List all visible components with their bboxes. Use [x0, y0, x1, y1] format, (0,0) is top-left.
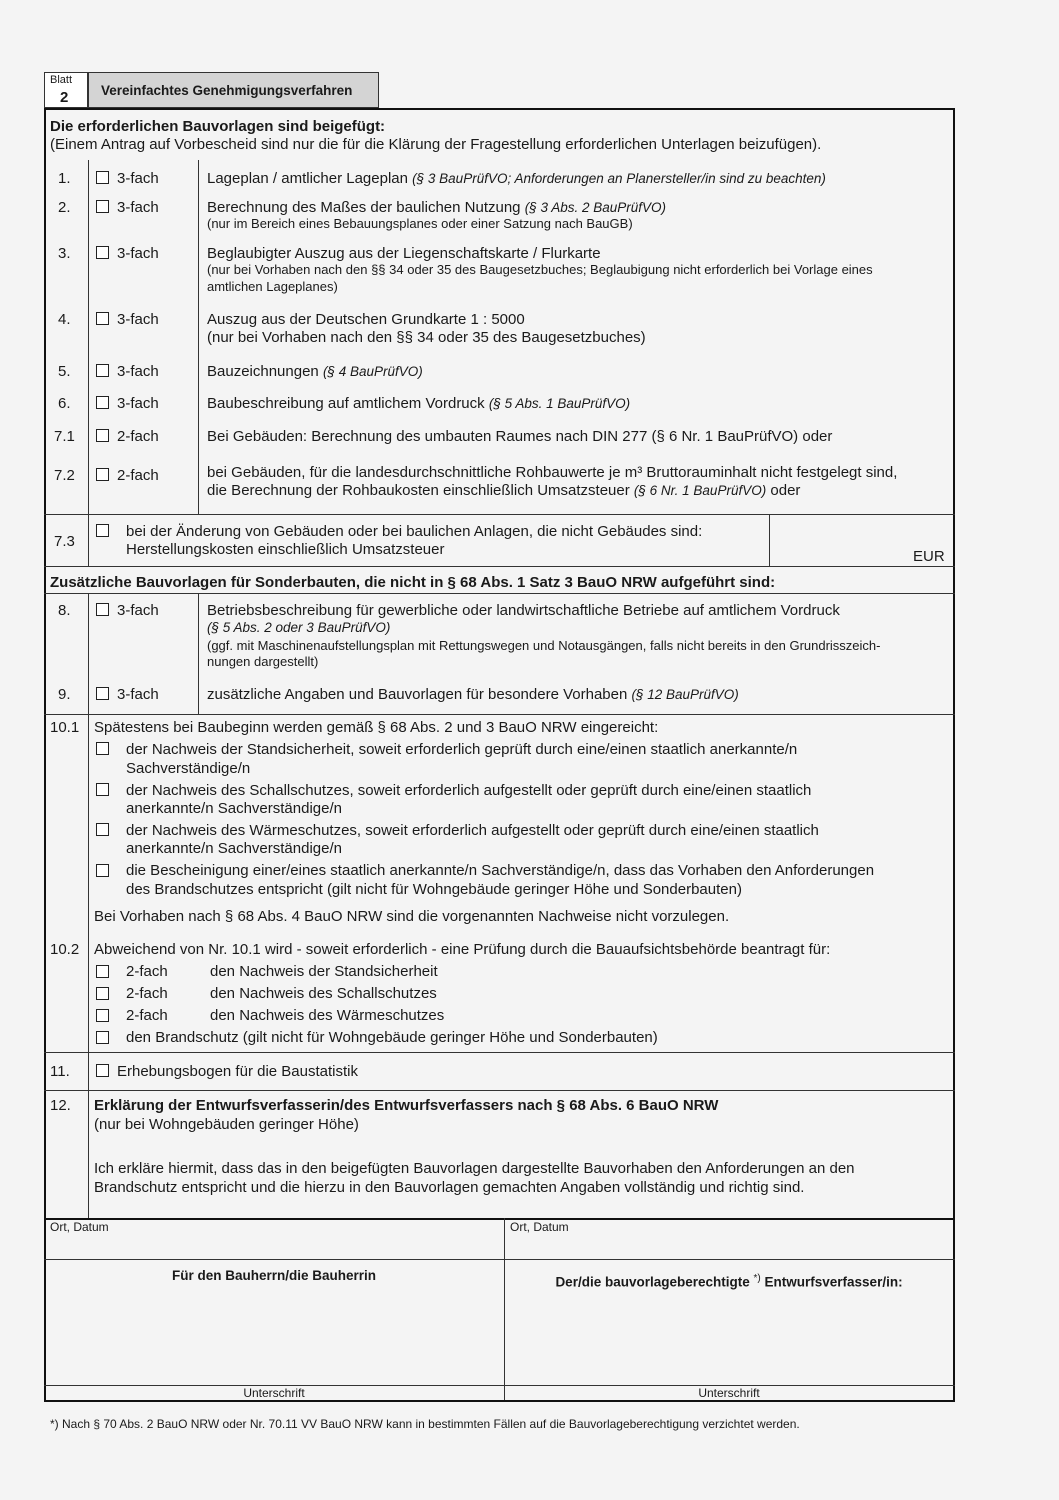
item-qty: 3-fach	[117, 245, 159, 262]
standsicherheit-checkbox[interactable]	[96, 742, 109, 755]
item5-checkbox[interactable]	[96, 364, 109, 377]
item-text: Betriebsbeschreibung für gewerbliche oder landwirtschaftliche Betriebe auf amtlichem Vordruck	[207, 602, 840, 619]
item-text: Lageplan / amtlicher Lageplan (§ 3 BauPrüfVO; Anforderungen an Planersteller/in sind zu beachten)	[207, 170, 826, 187]
frame-bottom	[44, 1400, 955, 1402]
signature-field-left[interactable]	[46, 1290, 502, 1384]
option-qty: 2-fach	[126, 985, 168, 1002]
col-divider-2	[198, 160, 199, 514]
item-note: nungen dargestellt)	[207, 654, 319, 669]
item6-checkbox[interactable]	[96, 396, 109, 409]
frame-top	[44, 108, 955, 110]
option-text: Sachverständige/n	[126, 760, 251, 777]
item-number: 8.	[58, 602, 71, 619]
option-text: die Bescheinigung einer/eines staatlich anerkannte/n Sachverständige/n, dass das Vorhaben den Anforderungen	[126, 862, 875, 879]
item-qty: 2-fach	[117, 428, 159, 445]
row-divider	[44, 1218, 955, 1220]
item-qty: 3-fach	[117, 395, 159, 412]
intro-subtext: (Einem Antrag auf Vorbescheid sind nur die für die Klärung der Fragestellung erforderlichen Unterlagen beizufügen).	[50, 136, 822, 153]
signature-field-right[interactable]	[506, 1290, 952, 1384]
row-divider	[44, 1052, 955, 1053]
item-number: 7.2	[54, 467, 75, 484]
row-divider	[44, 714, 955, 715]
section-note: Bei Vorhaben nach § 68 Abs. 4 BauO NRW sind die vorgenannten Nachweise nicht vorzulegen.	[94, 908, 730, 925]
option-text: der Nachweis des Wärmeschutzes, soweit erforderlich aufgestellt oder geprüft durch eine/einen staatlich	[126, 822, 819, 839]
item71-checkbox[interactable]	[96, 429, 109, 442]
bauherr-title: Für den Bauherrn/die Bauherrin	[171, 1268, 377, 1283]
col-divider-1	[88, 160, 89, 514]
item-number: 5.	[58, 363, 71, 380]
item-number: 3.	[58, 245, 71, 262]
brandschutz-checkbox[interactable]	[96, 864, 109, 877]
item-number: 11.	[50, 1063, 70, 1080]
unterschrift-label: Unterschrift	[243, 1386, 305, 1400]
item-qty: 3-fach	[117, 686, 159, 703]
option-text: des Brandschutzes entspricht (gilt nicht für Wohngebäude geringer Höhe und Sonderbauten)	[126, 881, 742, 898]
option-qty: 2-fach	[126, 963, 168, 980]
item2-checkbox[interactable]	[96, 200, 109, 213]
option-text: der Nachweis des Schallschutzes, soweit erforderlich aufgestellt oder geprüft durch eine/einen staatlich	[126, 782, 812, 799]
item-qty: 3-fach	[117, 199, 159, 216]
item-text: die Berechnung der Rohbaukosten einschließlich Umsatzsteuer (§ 6 Nr. 1 BauPrüfVO) oder	[207, 482, 801, 499]
col-divider-2	[198, 593, 199, 714]
item-number: 10.1	[50, 719, 80, 736]
item4-checkbox[interactable]	[96, 312, 109, 325]
item-text: Herstellungskosten einschließlich Umsatzsteuer	[126, 541, 445, 558]
item-qty: 3-fach	[117, 363, 159, 380]
section-intro: Abweichend von Nr. 10.1 wird - soweit erforderlich - eine Prüfung durch die Bauaufsichtsbehörde beantragt für:	[94, 941, 831, 958]
signature-divider	[504, 1218, 505, 1400]
ort-datum-label: Ort, Datum	[510, 1220, 569, 1234]
option-text: den Brandschutz (gilt nicht für Wohngebäude geringer Höhe und Sonderbauten)	[126, 1029, 658, 1046]
entwurfsverfasser-title: Der/die bauvorlageberechtigte *) Entwurfsverfasser/in:	[555, 1273, 903, 1290]
item-qty: 2-fach	[117, 467, 159, 484]
item-number: 7.1	[54, 428, 75, 445]
item1-checkbox[interactable]	[96, 171, 109, 184]
row-divider	[44, 1259, 955, 1260]
item-text: Bauzeichnungen (§ 4 BauPrüfVO)	[207, 363, 423, 380]
item-note: (ggf. mit Maschinenaufstellungsplan mit Rettungswegen und Notausgängen, falls nicht bereits in den Grundrisszeich-	[207, 638, 881, 653]
schallschutz-checkbox[interactable]	[96, 783, 109, 796]
item-text: Beglaubigter Auszug aus der Liegenschaftskarte / Flurkarte	[207, 245, 601, 262]
pruefung-standsicherheit-checkbox[interactable]	[96, 965, 109, 978]
section-heading: Zusätzliche Bauvorlagen für Sonderbauten, die nicht in § 68 Abs. 1 Satz 3 BauO NRW aufgeführt sind:	[50, 574, 776, 591]
col-divider-1	[88, 593, 89, 714]
option-text: anerkannte/n Sachverständige/n	[126, 800, 342, 817]
option-text: anerkannte/n Sachverständige/n	[126, 840, 342, 857]
item-number: 7.3	[54, 533, 75, 550]
item73-checkbox[interactable]	[96, 524, 109, 537]
option-text: den Nachweis der Standsicherheit	[210, 963, 438, 980]
item-text: Bei Gebäuden: Berechnung des umbauten Raumes nach DIN 277 (§ 6 Nr. 1 BauPrüfVO) oder	[207, 428, 833, 445]
option-text: der Nachweis der Standsicherheit, soweit erforderlich geprüft durch eine/einen staatlich anerkannte/n	[126, 741, 798, 758]
frame-left	[44, 108, 46, 1401]
row-divider	[44, 1090, 955, 1091]
item-number: 9.	[58, 686, 71, 703]
ort-datum-field-left[interactable]	[46, 1236, 502, 1258]
item-text: Erhebungsbogen für die Baustatistik	[117, 1063, 358, 1080]
baustatistik-checkbox[interactable]	[96, 1064, 109, 1077]
item-text: zusätzliche Angaben und Bauvorlagen für besondere Vorhaben (§ 12 BauPrüfVO)	[207, 686, 739, 703]
option-qty: 2-fach	[126, 1007, 168, 1024]
item-text: Berechnung des Maßes der baulichen Nutzung (§ 3 Abs. 2 BauPrüfVO)	[207, 199, 667, 216]
item-qty: 3-fach	[117, 602, 159, 619]
item-ref: (§ 5 Abs. 2 oder 3 BauPrüfVO)	[207, 620, 391, 635]
item-number: 6.	[58, 395, 71, 412]
page-title: Vereinfachtes Genehmigungsverfahren	[101, 83, 353, 98]
item-number: 12.	[50, 1097, 71, 1114]
item-number: 1.	[58, 170, 71, 187]
item-qty: 3-fach	[117, 311, 159, 328]
unterschrift-label: Unterschrift	[698, 1386, 760, 1400]
currency-label: EUR	[913, 548, 945, 565]
col-divider-1	[88, 714, 89, 1052]
blatt-number: 2	[60, 89, 69, 106]
item-note: amtlichen Lageplanes)	[207, 279, 338, 294]
row-divider	[44, 566, 955, 567]
item-number: 2.	[58, 199, 71, 216]
item-text: bei der Änderung von Gebäuden oder bei baulichen Anlagen, die nicht Gebäudes sind:	[126, 523, 703, 540]
pruefung-waermeschutz-checkbox[interactable]	[96, 1009, 109, 1022]
ort-datum-label: Ort, Datum	[50, 1220, 109, 1234]
item72-checkbox[interactable]	[96, 468, 109, 481]
item-text: Baubeschreibung auf amtlichem Vordruck (§ 5 Abs. 1 BauPrüfVO)	[207, 395, 631, 412]
col-divider-1	[88, 1052, 89, 1218]
option-text: den Nachweis des Wärmeschutzes	[210, 1007, 445, 1024]
blatt-label: Blatt	[50, 74, 73, 86]
waermeschutz-checkbox[interactable]	[96, 823, 109, 836]
declaration-body: Brandschutz entspricht und die hierzu in den Bauvorlagen gemachten Angaben vollständig und richtig sind.	[94, 1179, 805, 1196]
declaration-heading: Erklärung der Entwurfsverfasserin/des Entwurfsverfassers nach § 68 Abs. 6 BauO NRW	[94, 1097, 719, 1114]
pruefung-schallschutz-checkbox[interactable]	[96, 987, 109, 1000]
ort-datum-field-right[interactable]	[506, 1236, 952, 1258]
declaration-body: Ich erkläre hiermit, dass das in den beigefügten Bauvorlagen dargestellte Bauvorhaben den Anforderungen an den	[94, 1160, 855, 1177]
intro-heading: Die erforderlichen Bauvorlagen sind beigefügt:	[50, 118, 386, 135]
frame-right	[953, 108, 955, 1401]
item-note: (nur bei Vorhaben nach den §§ 34 oder 35 des Baugesetzbuches; Beglaubigung nicht erforderlich bei Vorlage eines	[207, 262, 873, 277]
declaration-sub: (nur bei Wohngebäuden geringer Höhe)	[94, 1116, 359, 1133]
item-text: Auszug aus der Deutschen Grundkarte 1 : 5000	[207, 311, 525, 328]
item3-checkbox[interactable]	[96, 246, 109, 259]
item-text: bei Gebäuden, für die landesdurchschnittliche Rohbauwerte je m³ Bruttorauminhalt nicht festgelegt sind,	[207, 464, 898, 481]
item9-checkbox[interactable]	[96, 687, 109, 700]
item-note: (nur im Bereich eines Bebauungsplanes oder einer Satzung nach BauGB)	[207, 216, 633, 231]
pruefung-brandschutz-checkbox[interactable]	[96, 1031, 109, 1044]
row-divider	[44, 593, 955, 594]
item-number: 10.2	[50, 941, 80, 958]
item8-checkbox[interactable]	[96, 603, 109, 616]
col-divider-1	[88, 514, 89, 566]
item-number: 4.	[58, 311, 71, 328]
footnote: *) Nach § 70 Abs. 2 BauO NRW oder Nr. 70.11 VV BauO NRW kann in bestimmten Fällen auf die Bauvorlageberechtigung verzichtet werden.	[50, 1417, 800, 1431]
item-qty: 3-fach	[117, 170, 159, 187]
option-text: den Nachweis des Schallschutzes	[210, 985, 437, 1002]
section-intro: Spätestens bei Baubeginn werden gemäß § 68 Abs. 2 und 3 BauO NRW eingereicht:	[94, 719, 659, 736]
item-note: (nur bei Vorhaben nach den §§ 34 oder 35 des Baugesetzbuches)	[207, 329, 646, 346]
